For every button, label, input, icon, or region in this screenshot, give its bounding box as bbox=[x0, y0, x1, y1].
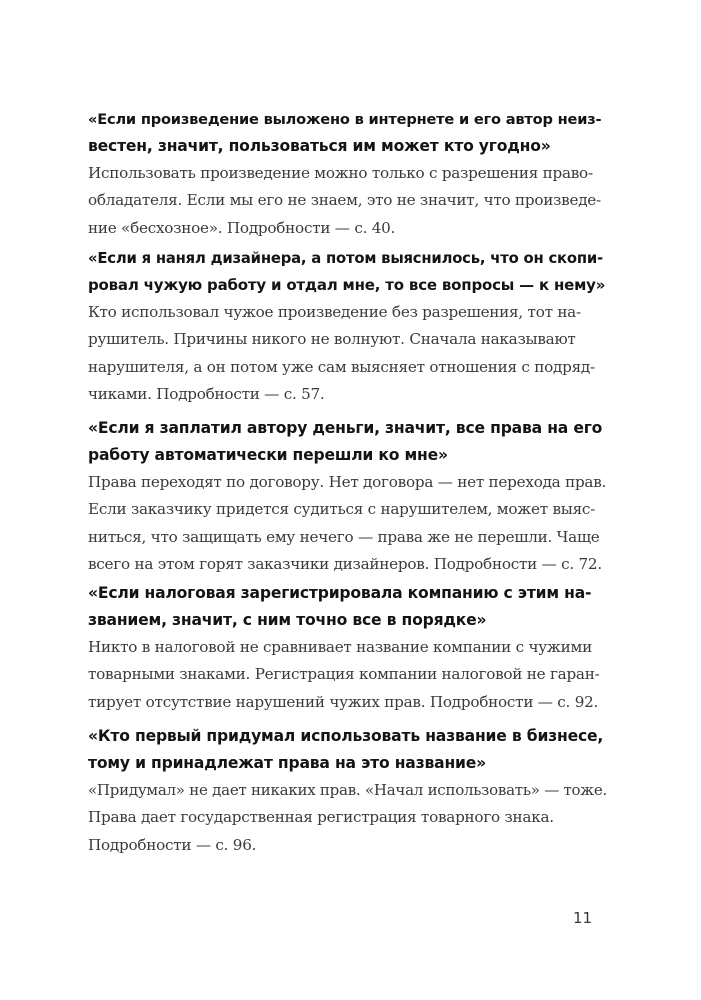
body-line: нарушителя, а он потом уже сам выясняет отношения с подряд- bbox=[88, 357, 595, 376]
myth-block bbox=[88, 106, 602, 242]
body-line: ниться, что защищать ему нечего — права же не перешли. Чаще bbox=[88, 527, 600, 546]
body-line: Права дает государственная регистрация товарного знака. bbox=[88, 808, 554, 827]
myth-block bbox=[88, 415, 607, 578]
myth-explanation bbox=[88, 777, 607, 859]
myth-heading bbox=[88, 245, 606, 299]
heading-line: «Если я нанял дизайнера, а потом выяснилось, что он скопи- bbox=[88, 250, 603, 267]
page-number: 11 bbox=[573, 909, 593, 927]
body-line: «Придумал» не дает никаких прав. «Начал использовать» — тоже. bbox=[88, 781, 607, 799]
body-line: всего на этом горят заказчики дизайнеров. Подробности — с. 72. bbox=[88, 554, 602, 573]
body-line: Никто в налоговой не сравнивает название компании с чужими bbox=[88, 638, 592, 656]
myth-explanation bbox=[88, 299, 595, 408]
heading-line: вестен, значит, пользоваться им может кто угодно» bbox=[88, 137, 551, 155]
myth-heading bbox=[88, 106, 602, 160]
myth-explanation bbox=[88, 469, 607, 578]
myth-block bbox=[88, 245, 606, 408]
body-line: Кто использовал чужое произведение без разрешения, тот на- bbox=[88, 303, 581, 321]
heading-line: «Кто первый придумал использовать название в бизнесе, bbox=[88, 727, 604, 745]
body-line: ние «бесхозное». Подробности — с. 40. bbox=[88, 218, 396, 237]
body-line: тирует отсутствие нарушений чужих прав. Подробности — с. 92. bbox=[88, 692, 599, 711]
myth-heading bbox=[88, 415, 603, 469]
heading-line: званием, значит, с ним точно все в порядке» bbox=[88, 611, 487, 629]
heading-line: тому и принадлежат права на это название» bbox=[88, 754, 487, 772]
heading-line: работу автоматически перешли ко мне» bbox=[88, 446, 448, 464]
body-line: Использовать произведение можно только с разрешения право- bbox=[88, 164, 593, 182]
heading-line: ровал чужую работу и отдал мне, то все вопросы — к нему» bbox=[88, 276, 606, 294]
body-line: чиками. Подробности — с. 57. bbox=[88, 384, 325, 403]
myth-block bbox=[88, 580, 600, 716]
myth-heading bbox=[88, 723, 604, 777]
body-line: Подробности — с. 96. bbox=[88, 835, 257, 854]
myth-explanation bbox=[88, 634, 600, 716]
body-line: товарными знаками. Регистрация компании налоговой не гаран- bbox=[88, 665, 600, 684]
heading-line: «Если произведение выложено в интернете и его автор неиз- bbox=[88, 111, 602, 128]
heading-line: «Если налоговая зарегистрировала компанию с этим на- bbox=[88, 584, 592, 602]
body-line: Если заказчику придется судиться с нарушителем, может выяс- bbox=[88, 500, 596, 519]
body-line: обладателя. Если мы его не знаем, это не значит, что произведе- bbox=[88, 191, 601, 210]
body-line: рушитель. Причины никого не волнуют. Сначала наказывают bbox=[88, 330, 576, 349]
body-line: Права переходят по договору. Нет договора — нет перехода прав. bbox=[88, 473, 607, 491]
myth-heading bbox=[88, 580, 591, 634]
myth-explanation bbox=[88, 160, 601, 242]
myth-block bbox=[88, 723, 607, 859]
heading-line: «Если я заплатил автору деньги, значит, все права на его bbox=[88, 419, 603, 437]
